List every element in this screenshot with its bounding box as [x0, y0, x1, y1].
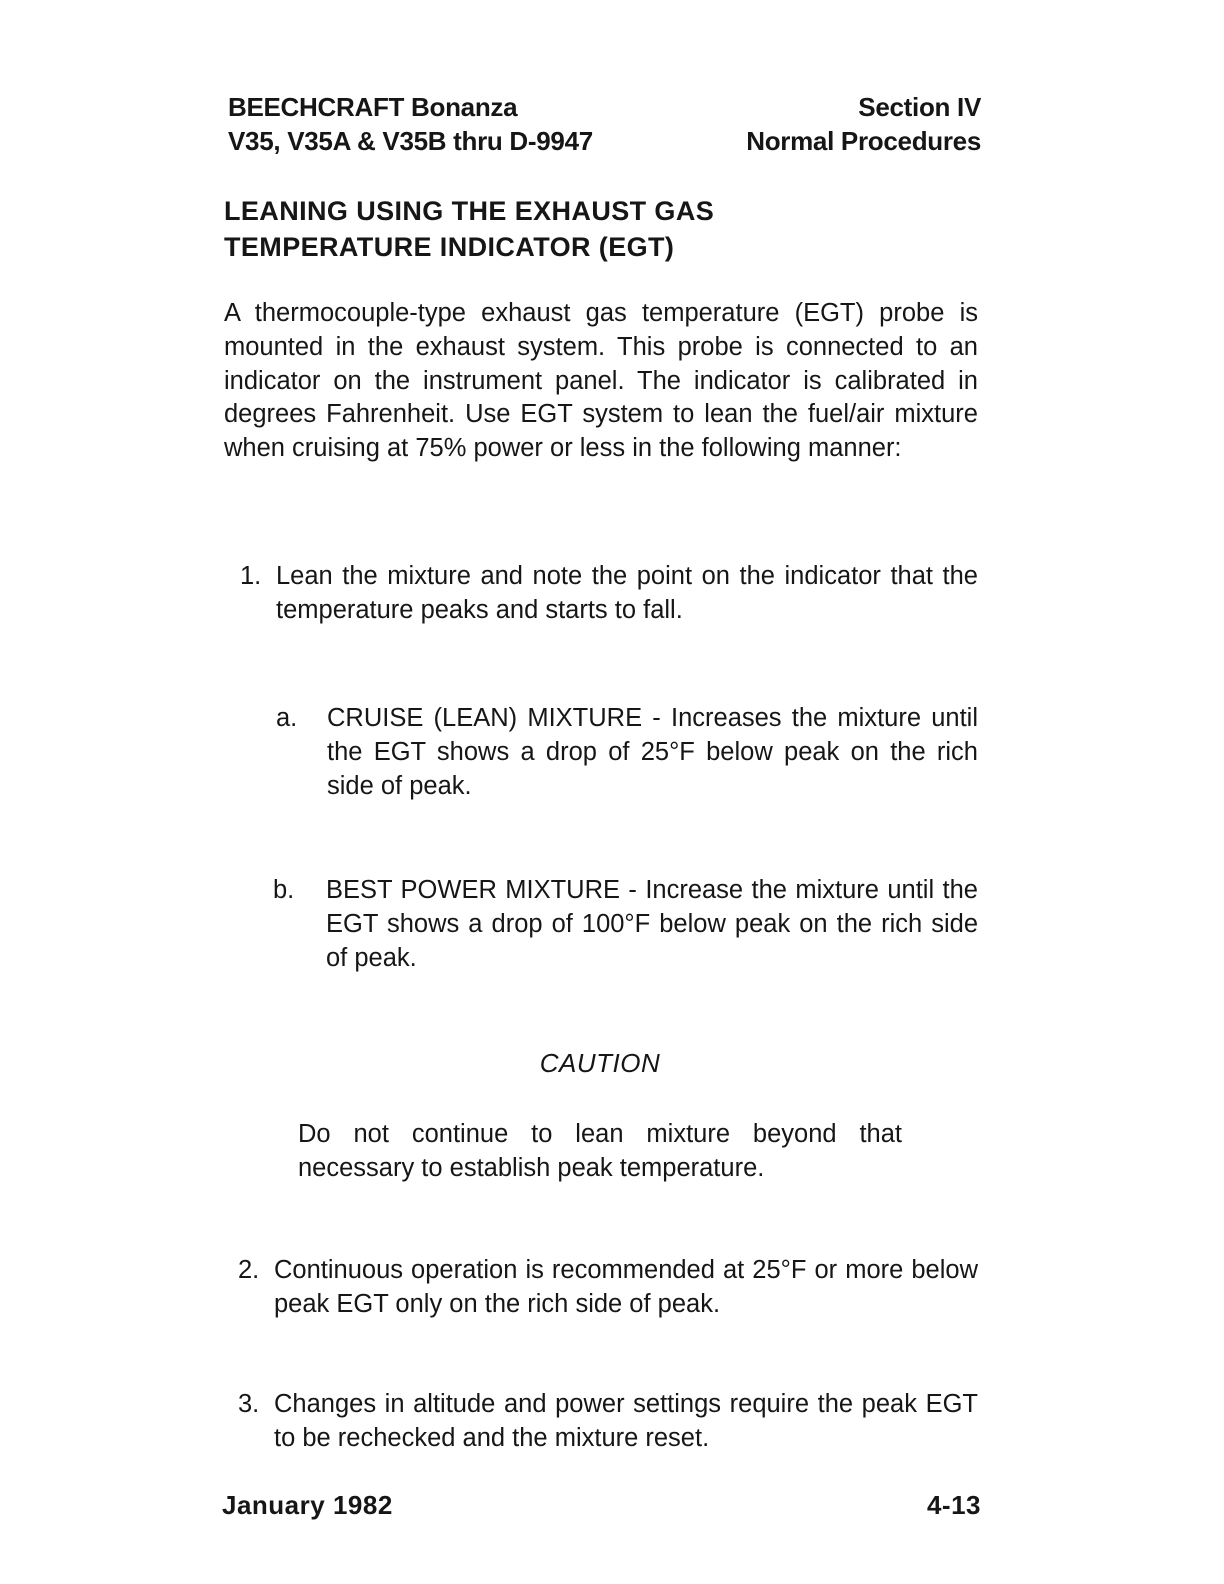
step-marker: 3. [238, 1390, 260, 1418]
intro-paragraph: A thermocouple-type exhaust gas temperature (EGT) probe is mounted in the exhaust system. This probe is connected to an indicator on the instrument panel. The indicator is calibrated in degrees Fahrenheit. Use EGT system to lean the fuel/air mixture when cruising at 75% power or less in the following manner: [224, 299, 978, 463]
header-section-name: Normal Procedures [746, 126, 981, 156]
section-title [224, 193, 714, 265]
header-section-number: Section IV [858, 92, 981, 122]
substep-marker: b. [273, 876, 295, 904]
header-aircraft-model [228, 90, 593, 158]
caution-text: Do not continue to lean mixture beyond that necessary to establish peak temperature. [298, 1120, 902, 1182]
substep-marker: a. [276, 704, 298, 732]
footer-date: January 1982 [222, 1490, 393, 1520]
caution-heading: CAUTION [539, 1048, 661, 1078]
footer-page-number: 4-13 [926, 1490, 981, 1520]
substep-a [276, 702, 978, 803]
substep-text: CRUISE (LEAN) MIXTURE - Increases the mixture until the EGT shows a drop of 25°F below peak on the rich side of peak. [327, 704, 978, 800]
step-marker: 2. [238, 1256, 260, 1284]
header-aircraft-line2: V35, V35A & V35B thru D-9947 [228, 126, 593, 156]
step-1 [240, 560, 978, 628]
substep-text: BEST POWER MIXTURE - Increase the mixture until the EGT shows a drop of 100°F below peak on the rich side of peak. [326, 876, 978, 972]
substep-b [273, 874, 978, 975]
step-text: Lean the mixture and note the point on the indicator that the temperature peaks and starts to fall. [276, 562, 978, 624]
section-title-line1: LEANING USING THE EXHAUST GAS [224, 196, 715, 226]
step-2 [238, 1254, 978, 1322]
header-section [746, 90, 981, 158]
header-aircraft-line1: BEECHCRAFT Bonanza [228, 92, 518, 122]
section-title-line2: TEMPERATURE INDICATOR (EGT) [224, 232, 675, 262]
step-text: Continuous operation is recommended at 25°F or more below peak EGT only on the rich side of peak. [274, 1256, 978, 1318]
step-marker: 1. [240, 562, 262, 590]
step-3 [238, 1388, 978, 1456]
step-text: Changes in altitude and power settings require the peak EGT to be rechecked and the mixture reset. [274, 1390, 978, 1452]
